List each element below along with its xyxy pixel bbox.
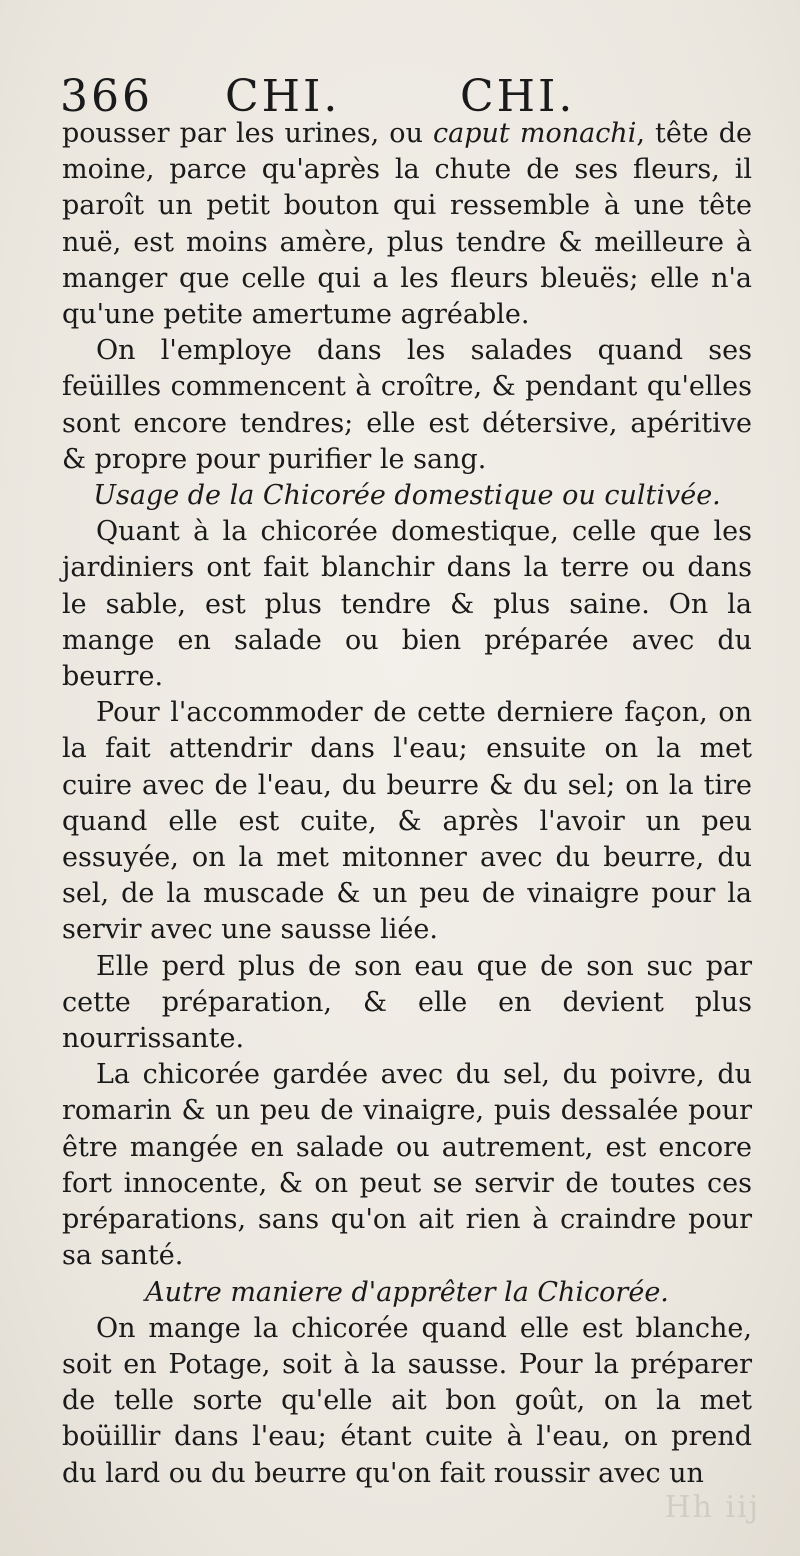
paragraph-2: On l'employe dans les salades quand ses feüilles commencent à croître, & pendant qu'elles sont encore tendres; elle est détersive, apéritive & propre pour purifier le sang. [62,335,752,475]
body-text [62,116,752,1492]
section-heading-other: Autre maniere d'apprêter la Chicorée. [145,1276,669,1308]
running-header [60,72,740,122]
paragraph-3: Quant à la chicorée domestique, celle que les jardiniers ont fait blanchir dans la terre ou dans le sable, est plus tendre & plus saine. On la mange en salade ou bien préparée avec du beurre. [62,516,752,693]
signature-mark: Hh iij [664,1490,760,1525]
running-title-right: CHI. [460,71,576,122]
section-heading-usage: Usage de la Chicorée domestique ou cultivée. [93,480,721,512]
paragraph-7: On mange la chicorée quand elle est blanche, soit en Potage, soit à la sausse. Pour la préparer de telle sorte qu'elle ait bon goût, on la met boüillir dans l'eau; étant cuite à l'eau, on prend du lard ou du beurre qu'on fait roussir avec un [62,1312,752,1489]
page-number: 366 [60,71,153,122]
latin-term: caput monachi [433,118,637,149]
paragraph-1: pousser par les urines, ou caput monachi, tête de moine, parce qu'après la chute de ses fleurs, il paroît un petit bouton qui ressemble à une tête nuë, est moins amère, plus tendre & meilleure à manger que celle qui a les fleurs bleuës; elle n'a qu'une petite amertume agréable. [62,118,752,331]
running-title-left: CHI. [225,71,341,122]
paragraph-5: Elle perd plus de son eau que de son suc par cette préparation, & elle en devient plus nourrissante. [62,950,752,1055]
paragraph-4: Pour l'accommoder de cette derniere façon, on la fait attendrir dans l'eau; ensuite on la met cuire avec de l'eau, du beurre & du sel; on la tire quand elle est cuite, & après l'avoir un peu essuyée, on la met mitonner avec du beurre, du sel, de la muscade & un peu de vinaigre pour la servir avec une sausse liée. [62,697,752,946]
paragraph-6: La chicorée gardée avec du sel, du poivre, du romarin & un peu de vinaigre, puis dessalée pour être mangée en salade ou autrement, est encore fort innocente, & on peut se servir de toutes ces préparations, sans qu'on ait rien à craindre pour sa santé. [62,1059,752,1272]
